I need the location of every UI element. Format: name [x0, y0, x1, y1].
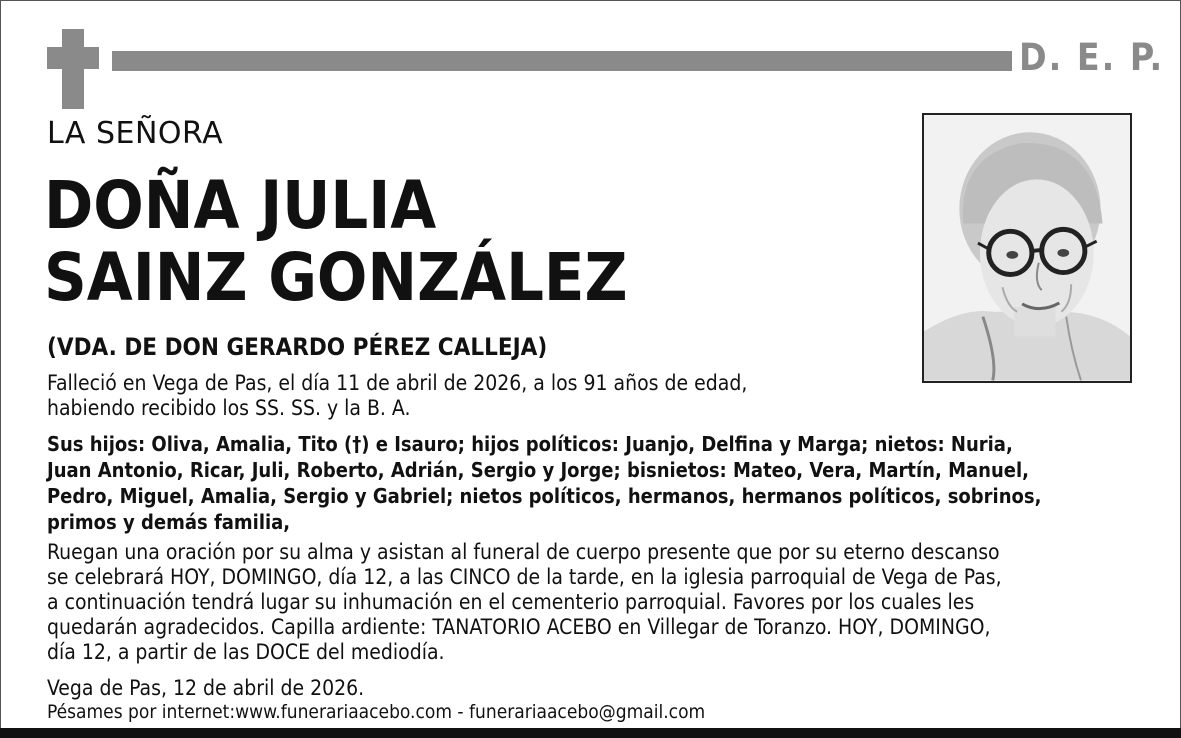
portrait-photo	[922, 113, 1132, 383]
deceased-name	[44, 167, 628, 316]
widow-of: (VDA. DE DON GERARDO PÉREZ CALLEJA)	[47, 333, 548, 361]
bottom-bar	[0, 728, 1181, 738]
dep-badge: D. E. P.	[1019, 36, 1165, 79]
family-list: Sus hijos: Oliva, Amalia, Tito (†) e Isauro; hijos políticos: Juanjo, Delfina y Marga; nietos: Nuria, Juan Antonio, Ricar, Juli, Roberto, Adrián, Sergio y Jorge; bisnietos: Mateo, Vera, Martín, Manuel, Pedro, Miguel, Amalia, Sergio y Gabriel; nietos políticos, hermanos, hermanos políticos, sobrinos, primos y demás familia,	[47, 432, 1042, 534]
header-rule	[112, 51, 1012, 71]
name-line-2: SAINZ GONZÁLEZ	[44, 239, 628, 316]
funeral-details: Ruegan una oración por su alma y asistan al funeral de cuerpo presente que por su eterno descanso se celebrará HOY, DOMINGO, día 12, a las CINCO de la tarde, en la iglesia parroquial de Vega de Pas, a continuación tendrá lugar su inhumación en el cementerio parroquial. Favores por los cuales les quedarán agradecidos. Capilla ardiente: TANATORIO ACEBO en Villegar de Toranzo. HOY, DOMINGO, día 12, a partir de las DOCE del mediodía.	[47, 540, 1002, 664]
cross-icon	[62, 29, 84, 109]
death-notice: Falleció en Vega de Pas, el día 11 de abril de 2026, a los 91 años de edad, habiendo recibido los SS. SS. y la B. A.	[47, 371, 748, 420]
name-line-1: DOÑA JULIA	[44, 167, 437, 244]
cross-icon-arm	[47, 47, 99, 69]
condolences-line: Pésames por internet:www.funerariaacebo.com - funerariaacebo@gmail.com	[47, 701, 706, 723]
place-date: Vega de Pas, 12 de abril de 2026.	[47, 676, 365, 700]
salutation: LA SEÑORA	[47, 116, 224, 151]
